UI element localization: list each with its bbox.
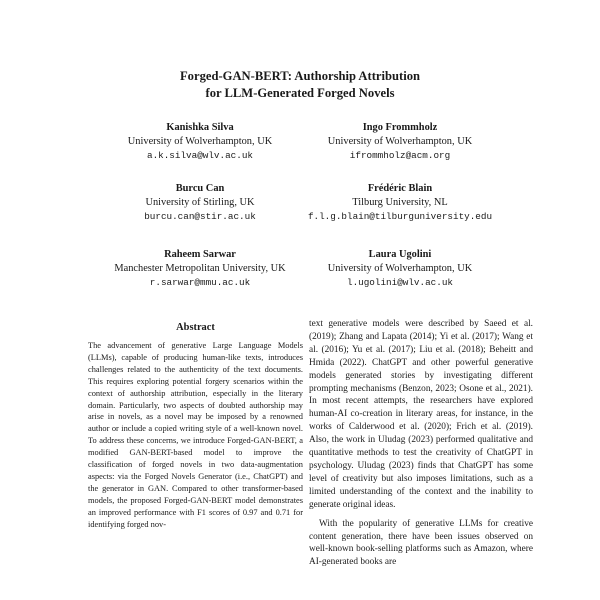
abstract-text: The advancement of generative Large Language Models (LLMs), capable of producing human-like texts, introduces challenges related to the authenticity of the text documents. This requires exploring potential forgery scenarios within the context of authorship attribution, especially in the literary domain. Particularly, two aspects of doubted authorship may arise in novels, as a novel may be imposed by a renowned author or include a copied writing style of a well-known novel. To address these concerns, we introduce Forged-GAN-BERT, a modified GAN-BERT-based model to improve the classification of forged novels in two data-augmentation aspects: via the Forged Novels Generator (i.e., ChatGPT) and the generator in GAN. Compared to other transformer-based models, the proposed Forged-GAN-BERT model demonstrates an improved performance with F1 scores of 0.97 and 0.71 for identifying forged nov- xyxy=(88,341,303,529)
author-block xyxy=(100,182,300,223)
author-affiliation: University of Wolverhampton, UK xyxy=(127,135,273,147)
author-name: Raheem Sarwar xyxy=(164,249,236,260)
author-block xyxy=(300,121,500,162)
author-affiliation: University of Wolverhampton, UK xyxy=(327,262,473,274)
author-email: a.k.silva@wlv.ac.uk xyxy=(146,149,253,161)
author-email: l.ugolini@wlv.ac.uk xyxy=(346,276,453,288)
author-name: Ingo Frommholz xyxy=(362,122,438,133)
abstract-body xyxy=(88,340,303,531)
author-email: f.l.g.blain@tilburguniversity.edu xyxy=(307,210,493,222)
title-line-2: for LLM-Generated Forged Novels xyxy=(205,86,395,100)
author-affiliation: Manchester Metropolitan University, UK xyxy=(114,262,286,274)
author-block xyxy=(300,248,500,289)
author-affiliation: University of Stirling, UK xyxy=(145,196,255,208)
author-email: burcu.can@stir.ac.uk xyxy=(144,210,256,222)
author-affiliation: Tilburg University, NL xyxy=(352,196,448,208)
abstract-heading: Abstract xyxy=(176,322,215,333)
author-name: Burcu Can xyxy=(175,183,225,194)
author-name: Kanishka Silva xyxy=(166,122,234,133)
body-paragraph: With the popularity of generative LLMs for creative content generation, there have been issues observed on well-known book-selling platforms such as Amazon, where AI-generated books are xyxy=(309,518,533,568)
author-email: ifrommholz@acm.org xyxy=(349,149,451,161)
author-name: Frédéric Blain xyxy=(367,183,433,194)
author-affiliation: University of Wolverhampton, UK xyxy=(327,135,473,147)
author-email: r.sarwar@mmu.ac.uk xyxy=(149,276,251,288)
author-name: Laura Ugolini xyxy=(368,249,432,260)
right-column xyxy=(309,318,533,600)
paper-title xyxy=(0,68,600,102)
author-block xyxy=(100,121,300,162)
title-line-1: Forged-GAN-BERT: Authorship Attribution xyxy=(179,69,421,83)
author-block xyxy=(90,248,310,289)
author-block xyxy=(285,182,515,223)
body-paragraph: text generative models were described by Saeed et al. (2019); Zhang and Lapata (2014); Yi et al. (2017); Wang et al. (2016); Yu et al. (2017); Liu et al. (2018); Beheitt and Hmida (2022). ChatGPT and other powerful generative models generated stories by investigating different prompting mechanisms (Benzon, 2023; Osone et al., 2021). In most recent attempts, the researchers have explored human-AI co-creation in literary areas, for instance, in the works of Calderwood et al. (2020); Frich et al. (2019). Also, the work in Uludag (2023) performed qualitative and quantitative methods to test the creativity of ChatGPT in psychology. Uludag (2023) finds that ChatGPT has some level of creativity but also imposes limitations, such as a limited understanding of the context and the inability to generate original ideas. xyxy=(309,319,533,510)
